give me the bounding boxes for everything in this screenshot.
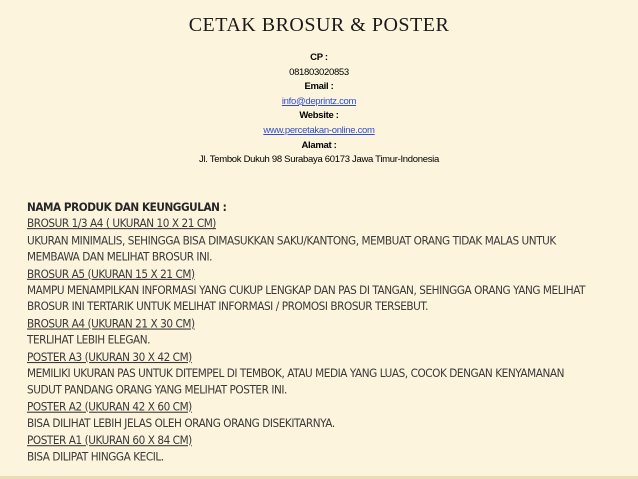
product-line: POSTER A3 (UKURAN 30 X 42 CM) xyxy=(27,350,192,364)
contact-block xyxy=(0,51,638,168)
product-line: BROSUR INI TERTARIK UNTUK MELIHAT INFORMASI / PROMOSI BROSUR TERSEBUT. xyxy=(27,300,428,314)
product-line: BISA DILIPAT HINGGA KECIL. xyxy=(27,450,164,464)
product-heading: NAMA PRODUK DAN KEUNGGULAN : xyxy=(27,201,227,215)
product-line: BROSUR 1/3 A4 ( UKURAN 10 X 21 CM) xyxy=(27,217,216,231)
address-value: Jl. Tembok Dukuh 98 Surabaya 60173 Jawa Timur-Indonesia xyxy=(199,154,439,166)
email-link[interactable]: info@deprintz.com xyxy=(281,95,357,107)
slide-title: CETAK BROSUR & POSTER xyxy=(188,14,450,36)
product-line: BROSUR A5 (UKURAN 15 X 21 CM) xyxy=(27,267,195,281)
address-label: Alamat : xyxy=(301,139,337,151)
product-line: MAMPU MENAMPILKAN INFORMASI YANG CUKUP LENGKAP DAN PAS DI TANGAN, SEHINGGA ORANG YANG MELIHAT xyxy=(27,284,586,298)
cp-value: 081803020853 xyxy=(289,66,349,78)
product-line: POSTER A1 (UKURAN 60 X 84 CM) xyxy=(27,434,192,447)
website-label: Website : xyxy=(299,110,339,122)
product-line: MEMILIKI UKURAN PAS UNTUK DITEMPEL DI TEMBOK, ATAU MEDIA YANG LUAS, COCOK DENGAN KENYAMANAN xyxy=(27,367,565,381)
product-line: BISA DILIHAT LEBIH JELAS OLEH ORANG ORANG DISEKITARNYA. xyxy=(27,417,335,431)
product-list xyxy=(27,200,627,466)
product-line: MEMBAWA DAN MELIHAT BROSUR INI. xyxy=(27,250,213,264)
product-line: UKURAN MINIMALIS, SEHINGGA BISA DIMASUKKAN SAKU/KANTONG, MEMBUAT ORANG TIDAK MALAS UNTUK xyxy=(27,234,556,248)
email-label: Email : xyxy=(304,81,334,93)
website-link[interactable]: www.percetakan-online.com xyxy=(263,124,375,136)
product-line: TERLIHAT LEBIH ELEGAN. xyxy=(27,334,151,348)
product-line: POSTER A2 (UKURAN 42 X 60 CM) xyxy=(27,400,192,414)
cp-label: CP : xyxy=(310,52,328,63)
product-line: SUDUT PANDANG ORANG YANG MELIHAT POSTER INI. xyxy=(27,384,287,398)
product-line: BROSUR A4 (UKURAN 21 X 30 CM) xyxy=(27,317,195,331)
